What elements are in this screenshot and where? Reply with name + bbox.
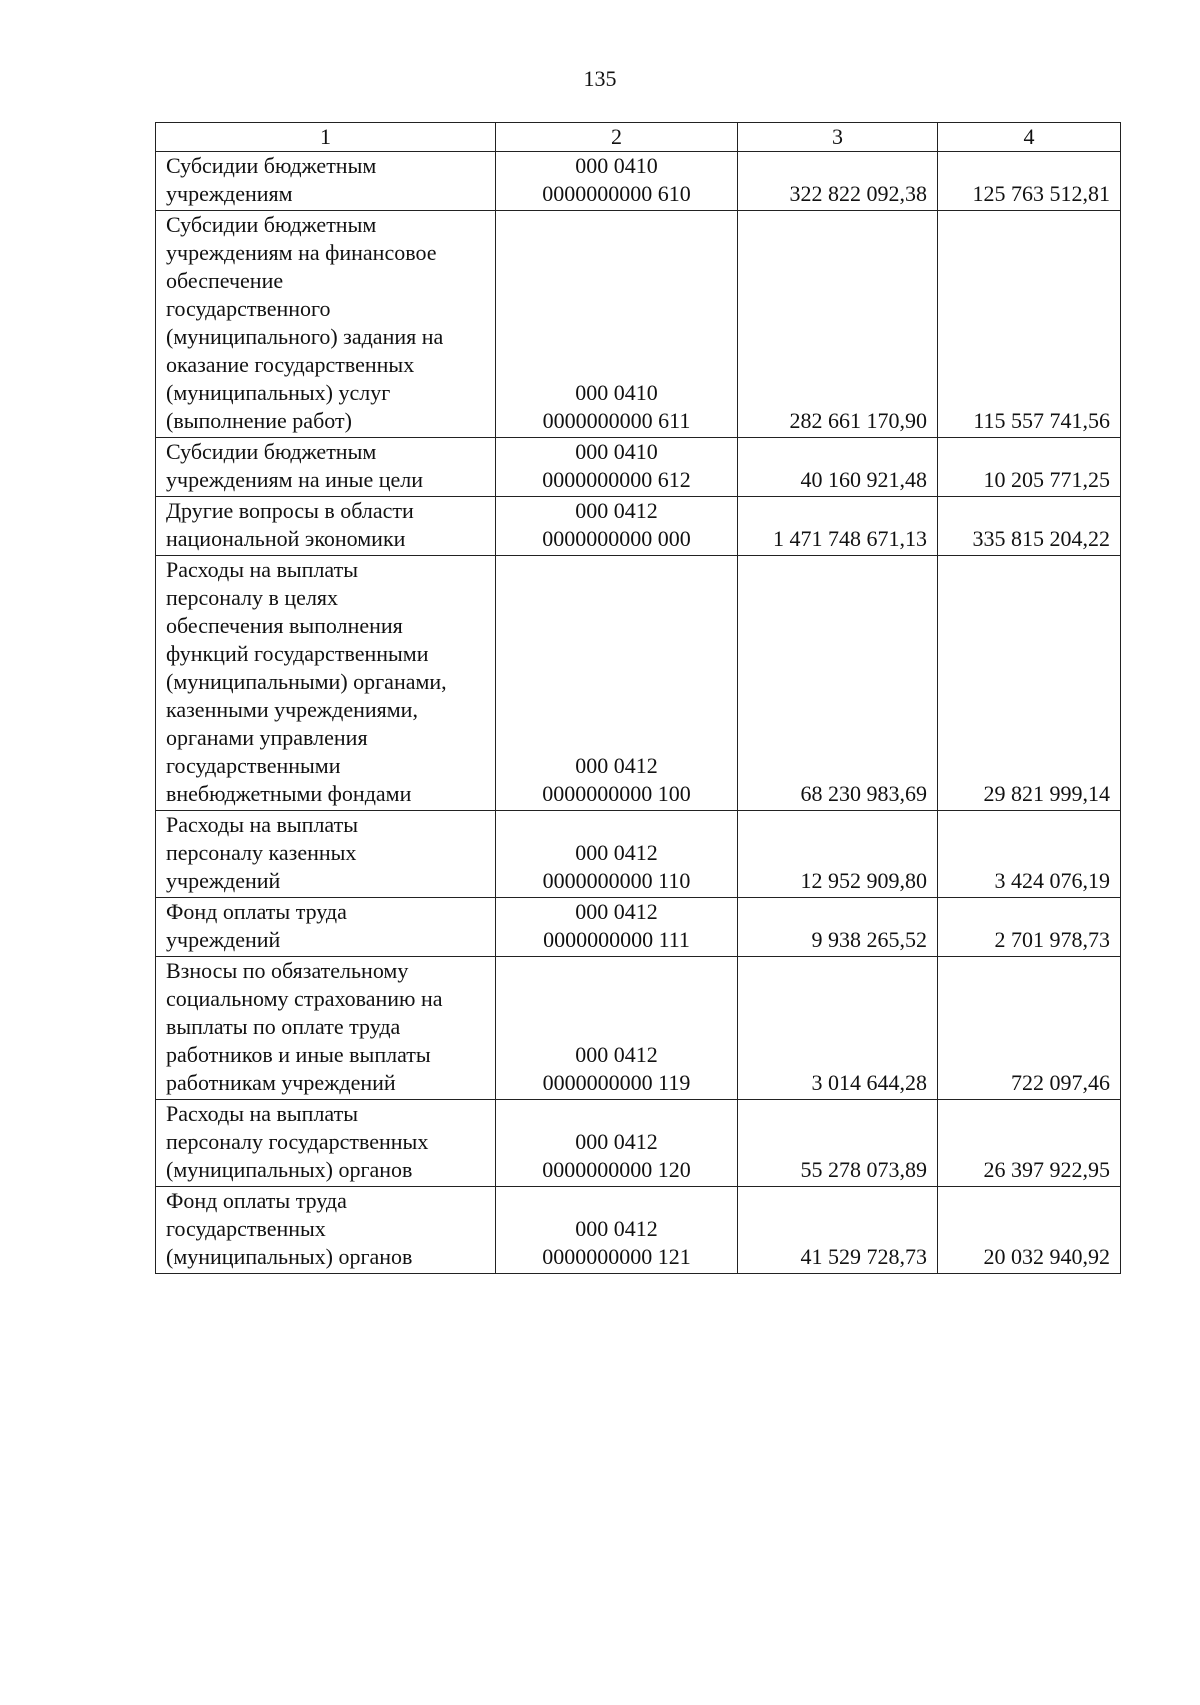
row-name-cell <box>156 811 496 898</box>
header-row <box>156 123 1121 152</box>
row-value-col4: 2 701 978,73 <box>938 898 1121 957</box>
row-name-cell <box>156 556 496 811</box>
row-value-col3: 1 471 748 671,13 <box>738 497 938 556</box>
row-code-line: 0000000000 111 <box>543 927 690 952</box>
table-body <box>156 152 1121 1274</box>
row-name-line: функций государственными <box>166 641 429 666</box>
row-value-col3: 68 230 983,69 <box>738 556 938 811</box>
row-value-col4: 3 424 076,19 <box>938 811 1121 898</box>
row-code-line: 0000000000 000 <box>542 526 691 551</box>
row-value-col4: 29 821 999,14 <box>938 556 1121 811</box>
row-name-line: органами управления <box>166 725 368 750</box>
row-value-col4: 115 557 741,56 <box>938 211 1121 438</box>
row-code-line: 000 0412 <box>575 1129 658 1154</box>
table-row <box>156 811 1121 898</box>
row-value-col3: 9 938 265,52 <box>738 898 938 957</box>
row-name-line: Расходы на выплаты <box>166 812 359 837</box>
row-name-cell <box>156 211 496 438</box>
row-name-line: учреждениям <box>166 181 293 206</box>
row-code-line: 0000000000 119 <box>542 1070 691 1095</box>
row-name-line: Расходы на выплаты <box>166 557 359 582</box>
row-code-line: 0000000000 611 <box>542 408 691 433</box>
row-code-cell <box>496 1187 738 1274</box>
column-header-3: 3 <box>738 123 938 152</box>
row-value-col4: 335 815 204,22 <box>938 497 1121 556</box>
row-name-line: Расходы на выплаты <box>166 1101 359 1126</box>
row-name-cell <box>156 152 496 211</box>
row-name-line: (муниципальных) органов <box>166 1244 413 1269</box>
row-name-cell <box>156 1187 496 1274</box>
row-name-line: социальному страхованию на <box>166 986 443 1011</box>
row-name-line: обеспечение <box>166 268 284 293</box>
row-name-line: Фонд оплаты труда <box>166 1188 347 1213</box>
row-name-line: Фонд оплаты труда <box>166 899 347 924</box>
row-code-cell <box>496 898 738 957</box>
row-code-cell <box>496 438 738 497</box>
table-row <box>156 152 1121 211</box>
row-code-line: 000 0410 <box>575 153 658 178</box>
row-name-line: обеспечения выполнения <box>166 613 403 638</box>
page-number: 135 <box>583 66 617 91</box>
row-code-line: 000 0410 <box>575 380 658 405</box>
budget-table <box>155 122 1121 1274</box>
column-header-1: 1 <box>156 123 496 152</box>
row-code-line: 000 0412 <box>575 753 658 778</box>
table-row <box>156 497 1121 556</box>
row-name-line: Субсидии бюджетным <box>166 439 377 464</box>
row-name-line: персоналу в целях <box>166 585 339 610</box>
row-value-col3: 41 529 728,73 <box>738 1187 938 1274</box>
row-name-line: (муниципальными) органами, <box>166 669 447 694</box>
row-name-line: (муниципального) задания на <box>166 324 444 349</box>
row-value-col4: 26 397 922,95 <box>938 1100 1121 1187</box>
row-name-line: (выполнение работ) <box>166 408 352 433</box>
row-name-line: государственного <box>166 296 331 321</box>
row-name-cell <box>156 898 496 957</box>
row-value-col3: 40 160 921,48 <box>738 438 938 497</box>
row-value-col4: 722 097,46 <box>938 957 1121 1100</box>
table-row <box>156 556 1121 811</box>
table-row <box>156 438 1121 497</box>
row-name-line: внебюджетными фондами <box>166 781 412 806</box>
row-name-line: учреждений <box>166 927 281 952</box>
row-name-line: национальной экономики <box>166 526 406 551</box>
row-code-cell <box>496 211 738 438</box>
row-value-col4: 125 763 512,81 <box>938 152 1121 211</box>
row-code-line: 000 0412 <box>575 1216 658 1241</box>
row-value-col3: 55 278 073,89 <box>738 1100 938 1187</box>
table-row <box>156 957 1121 1100</box>
row-name-line: Субсидии бюджетным <box>166 153 377 178</box>
row-name-cell <box>156 957 496 1100</box>
row-code-line: 0000000000 121 <box>542 1244 691 1269</box>
row-name-line: (муниципальных) органов <box>166 1157 413 1182</box>
row-value-col3: 322 822 092,38 <box>738 152 938 211</box>
row-code-cell <box>496 1100 738 1187</box>
row-name-line: Взносы по обязательному <box>166 958 409 983</box>
row-name-line: работникам учреждений <box>166 1070 396 1095</box>
row-code-cell <box>496 811 738 898</box>
row-value-col4: 20 032 940,92 <box>938 1187 1121 1274</box>
table-row <box>156 1100 1121 1187</box>
table-row <box>156 1187 1121 1274</box>
row-name-line: выплаты по оплате труда <box>166 1014 401 1039</box>
row-code-line: 000 0412 <box>575 899 658 924</box>
row-value-col3: 12 952 909,80 <box>738 811 938 898</box>
table-row <box>156 898 1121 957</box>
row-value-col3: 282 661 170,90 <box>738 211 938 438</box>
row-code-line: 000 0412 <box>575 840 658 865</box>
row-code-line: 0000000000 612 <box>542 467 691 492</box>
row-code-line: 0000000000 100 <box>542 781 691 806</box>
row-name-line: государственными <box>166 753 341 778</box>
row-name-line: работников и иные выплаты <box>166 1042 431 1067</box>
row-name-line: учреждений <box>166 868 281 893</box>
column-header-2: 2 <box>496 123 738 152</box>
row-code-line: 0000000000 610 <box>542 181 691 206</box>
row-name-cell <box>156 438 496 497</box>
row-value-col4: 10 205 771,25 <box>938 438 1121 497</box>
column-header-4: 4 <box>938 123 1121 152</box>
row-code-cell <box>496 556 738 811</box>
row-name-line: (муниципальных) услуг <box>166 380 391 405</box>
row-name-cell <box>156 1100 496 1187</box>
row-name-line: учреждениям на финансовое <box>166 240 437 265</box>
row-name-line: Субсидии бюджетным <box>166 212 377 237</box>
row-name-line: персоналу казенных <box>166 840 357 865</box>
row-code-line: 0000000000 120 <box>542 1157 691 1182</box>
row-code-line: 000 0412 <box>575 1042 658 1067</box>
row-name-cell <box>156 497 496 556</box>
row-name-line: Другие вопросы в области <box>166 498 414 523</box>
row-name-line: персоналу государственных <box>166 1129 429 1154</box>
row-name-line: казенными учреждениями, <box>166 697 418 722</box>
row-code-line: 0000000000 110 <box>542 868 691 893</box>
row-code-line: 000 0410 <box>575 439 658 464</box>
row-value-col3: 3 014 644,28 <box>738 957 938 1100</box>
row-name-line: учреждениям на иные цели <box>166 467 423 492</box>
row-name-line: оказание государственных <box>166 352 415 377</box>
row-code-cell <box>496 497 738 556</box>
row-name-line: государственных <box>166 1216 326 1241</box>
row-code-cell <box>496 152 738 211</box>
row-code-line: 000 0412 <box>575 498 658 523</box>
row-code-cell <box>496 957 738 1100</box>
table-row <box>156 211 1121 438</box>
